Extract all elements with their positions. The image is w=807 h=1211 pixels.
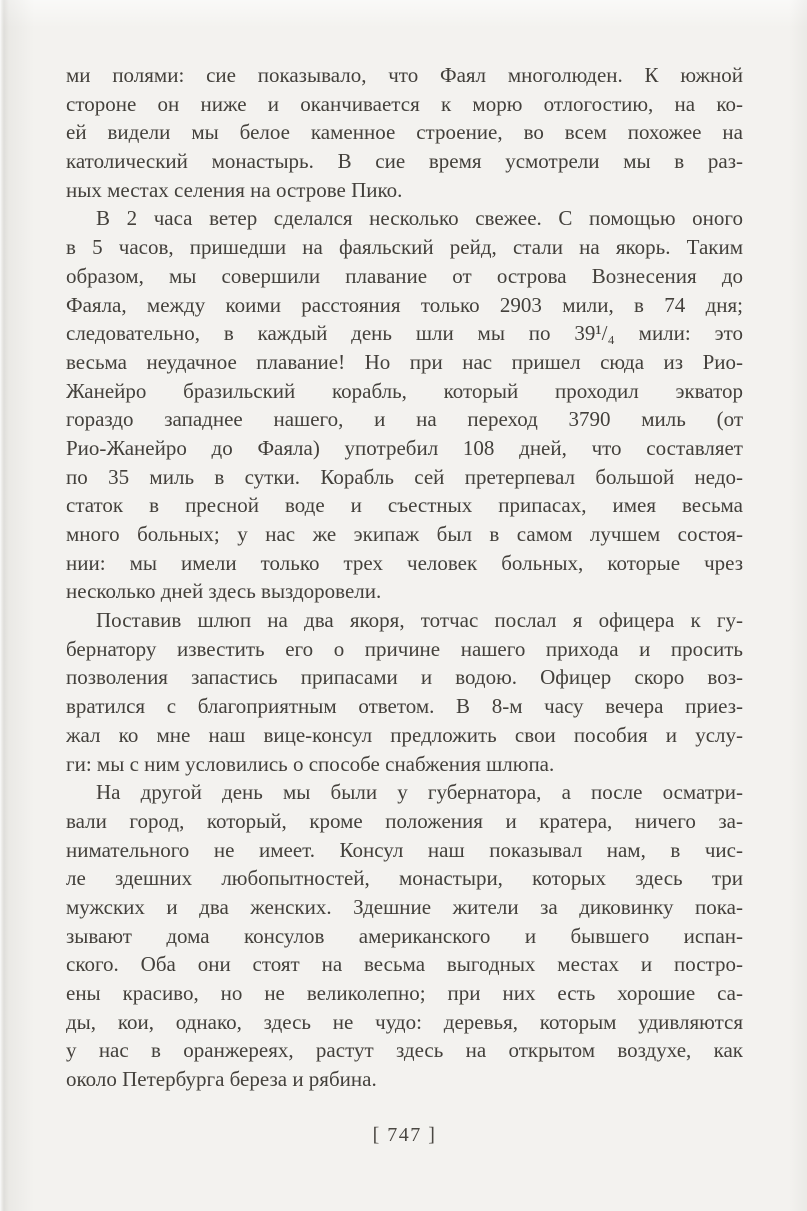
page-number: [ 747 ] bbox=[372, 1124, 437, 1146]
text-line: весьма неудачное плавание! Но при нас пришел сюда из Рио- bbox=[66, 349, 743, 374]
text-line: жал ко мне наш вице-консул предложить свои пособия и услу- bbox=[66, 722, 743, 747]
text-line: На другой день мы были у губернатора, а после осматри- bbox=[96, 780, 743, 805]
text-line: несколько дней здесь выздоровели. bbox=[66, 579, 382, 604]
text-line: Рио-Жанейро до Фаяла) употребил 108 дней, что составляет bbox=[66, 435, 743, 460]
text-line: ми полями: сие показывало, что Фаял многолюден. К южной bbox=[66, 63, 743, 87]
paragraph bbox=[66, 778, 743, 1094]
paragraph bbox=[66, 204, 743, 606]
text-line: в 5 часов, пришедши на фаяльский рейд, стали на якорь. Таким bbox=[66, 235, 743, 260]
page-footer bbox=[66, 1124, 743, 1147]
text-line: В 2 часа ветер сделался несколько свежее. С помощью оного bbox=[96, 206, 743, 231]
text-line: гораздо западнее нашего, и на переход 3790 миль (от bbox=[66, 407, 743, 432]
text-line: вали город, который, кроме положения и кратера, ничего за- bbox=[66, 808, 743, 833]
text-line: ского. Оба они стоят на весьма выгодных местах и постро- bbox=[66, 952, 743, 977]
page-text-block bbox=[66, 61, 743, 1094]
text-line: по 35 миль в сутки. Корабль сей претерпевал большой недо- bbox=[66, 464, 743, 489]
text-line: зывают дома консулов американского и бывшего испан- bbox=[66, 923, 743, 948]
text-line: около Петербурга береза и рябина. bbox=[66, 1067, 377, 1092]
text-line: ле здешних любопытностей, монастыри, которых здесь три bbox=[66, 866, 743, 891]
text-line: ей видели мы белое каменное строение, во всем похожее на bbox=[66, 120, 743, 145]
paragraph bbox=[66, 61, 743, 204]
text-line: следовательно, в каждый день шли мы по 39¹/₄ мили: это bbox=[66, 321, 743, 346]
paragraph bbox=[66, 606, 743, 778]
text-line: Поставив шлюп на два якоря, тотчас послал я офицера к гу- bbox=[96, 608, 743, 633]
text-line: нии: мы имели только трех человек больных, которые чрез bbox=[66, 550, 743, 575]
text-line: стороне он ниже и оканчивается к морю отлогостию, на ко- bbox=[66, 91, 743, 116]
text-line: ги: мы с ним условились о способе снабжения шлюпа. bbox=[66, 751, 555, 776]
text-line: нимательного не имеет. Консул наш показывал нам, в чис- bbox=[66, 837, 743, 862]
text-line: вратился с благоприятным ответом. В 8-м часу вечера приез- bbox=[66, 694, 743, 719]
text-line: бернатору известить его о причине нашего прихода и просить bbox=[66, 636, 743, 661]
text-line: ных местах селения на острове Пико. bbox=[66, 177, 403, 202]
text-line: Жанейро бразильский корабль, который проходил экватор bbox=[66, 378, 743, 403]
text-line: много больных; у нас же экипаж был в самом лучшем состоя- bbox=[66, 522, 743, 546]
text-line: католический монастырь. В сие время усмотрели мы в раз- bbox=[66, 149, 743, 174]
text-line: Фаяла, между коими расстояния только 2903 мили, в 74 дня; bbox=[66, 292, 743, 317]
text-line: ены красиво, но не великолепно; при них есть хорошие са- bbox=[66, 981, 743, 1005]
text-line: статок в пресной воде и съестных припасах, имея весьма bbox=[66, 493, 743, 518]
text-line: позволения запастись припасами и водою. Офицер скоро воз- bbox=[66, 665, 743, 690]
text-line: у нас в оранжереях, растут здесь на открытом воздухе, как bbox=[66, 1038, 743, 1063]
text-line: образом, мы совершили плавание от острова Вознесения до bbox=[66, 263, 743, 288]
text-line: мужских и два женских. Здешние жители за диковинку пока- bbox=[66, 894, 743, 919]
scan-edge-highlight bbox=[0, 0, 4, 1211]
text-line: ды, кои, однако, здесь не чудо: деревья, которым удивляются bbox=[66, 1009, 743, 1034]
